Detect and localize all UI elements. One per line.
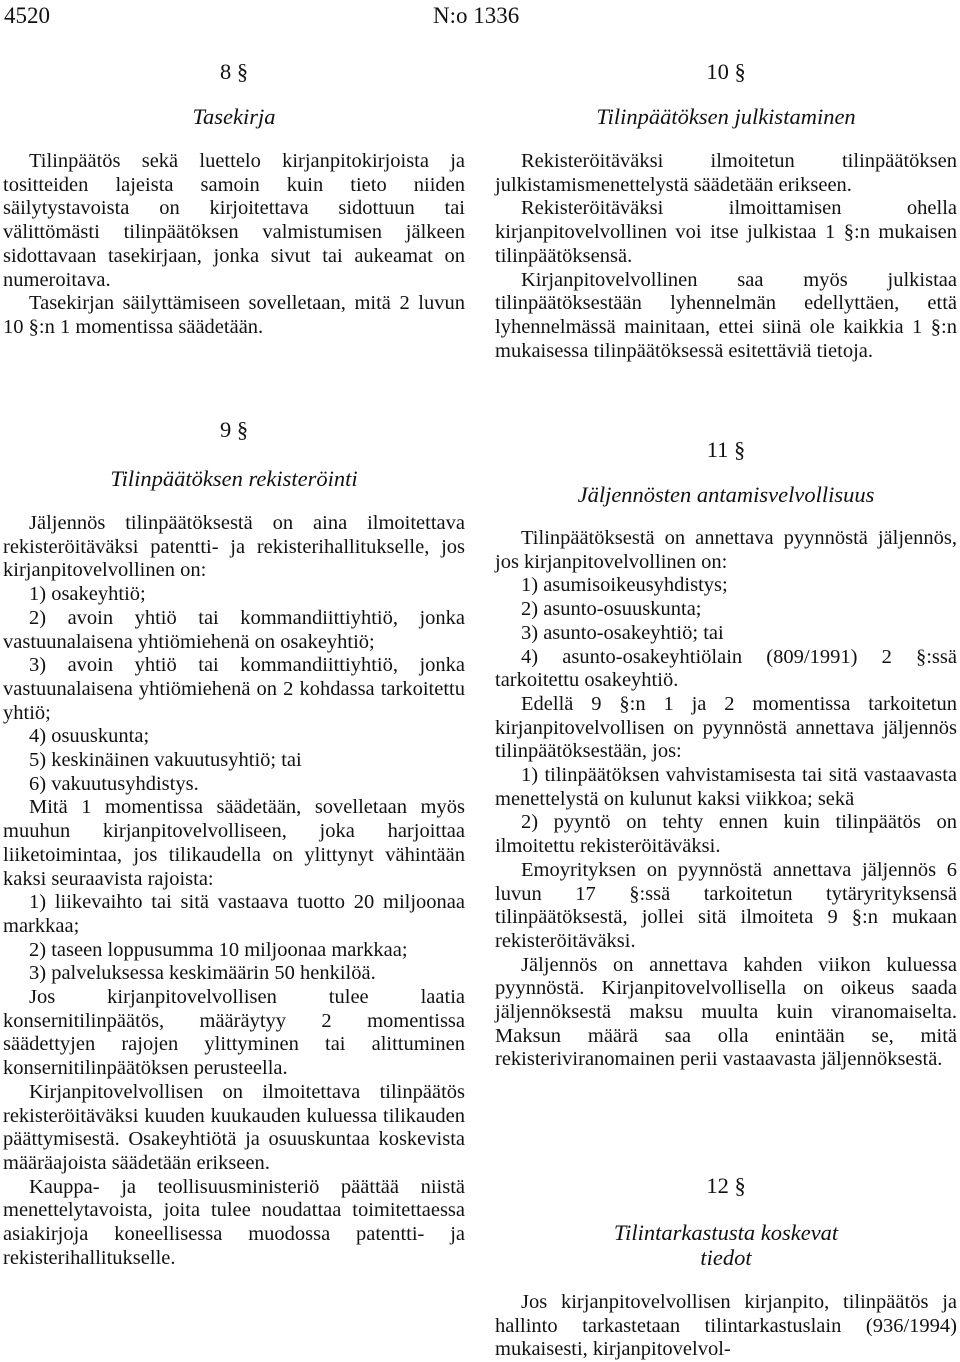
section-11-number: 11 § [706,437,746,462]
paragraph: Jäljennös tilinpäätöksestä on aina ilmoitettava rekisteröitäväksi patentti- ja rekisterihallitukselle, jos kirjanpitovelvollinen on: [3,512,465,582]
section-11-body [495,527,957,1072]
paragraph: 4) osuuskunta; [29,725,150,748]
section-10-body [495,150,957,363]
section-8-title: Tasekirja [192,104,276,129]
paragraph: 1) osakeyhtiö; [29,583,146,606]
paragraph: 2) asunto-osuuskunta; [521,598,702,621]
paragraph: Kirjanpitovelvollinen saa myös julkistaa tilinpäätöksestään lyhennelmän edellyttäen, että lyhennelmässä mainitaan, ettei siinä ole kaikkia 1 §:n mukaisessa tilinpäätöksessä esitettäviä tietoja. [495,268,957,362]
section-9-title: Tilinpäätöksen rekisteröinti [110,466,358,491]
paragraph: 3) asunto-osakeyhtiö; tai [521,621,724,644]
paragraph: 3) palveluksessa keskimäärin 50 henkilöä. [29,962,376,985]
section-10-number: 10 § [706,59,746,84]
paragraph: Tasekirjan säilyttämiseen sovelletaan, mitä 2 luvun 10 §:n 1 momentissa säädetään. [3,292,465,338]
paragraph: 2) pyyntö on tehty ennen kuin tilinpäätös on ilmoitettu rekisteröitäväksi. [495,811,957,858]
paragraph: Jos kirjanpitovelvollisen tulee laatia konsernitilinpäätös, määräytyy 2 momentissa säädettyjen rajojen ylittyminen tai alittuminen konsernitilinpäätöksen perusteella. [3,986,465,1080]
paragraph: Mitä 1 momentissa säädetään, sovelletaan myös muuhun kirjanpitovelvolliseen, joka harjoittaa liiketoimintaa, jos tilikaudella on ylittynyt vähintään kaksi seuraavista rajoista: [3,796,465,890]
paragraph: 5) keskinäinen vakuutusyhtiö; tai [29,749,302,772]
section-12-number: 12 § [706,1173,746,1198]
section-9-body [3,512,465,1271]
paragraph: 2) avoin yhtiö tai kommandiittiyhtiö, jonka vastuunalaisena yhtiömiehenä on osakeyhtiö; [3,606,465,653]
paragraph: Tilinpäätös sekä luettelo kirjanpitokirjoista ja tositteiden lajeista samoin kuin tieto niiden säilytystavoista on kirjoitettava sidottuun tai välittömästi tilinpäätöksen valmistumisen jälkeen sidottavaan tasekirjaan, jonka sivut tai aukeamat on numeroitava. [3,150,465,291]
issue-number: N:o 1336 [433,3,520,28]
section-11-title: Jäljennösten antamisvelvollisuus [577,482,875,507]
section-12-body [495,1291,957,1362]
paragraph: Kirjanpitovelvollisen on ilmoitettava tilinpäätös rekisteröitäväksi kuuden kuukauden kuluessa tilikauden päättymisestä. Osakeyhtiötä ja osuuskuntaa koskevista määräajoista säädetään erikseen. [3,1080,465,1174]
paragraph: 1) liikevaihto tai sitä vastaava tuotto 20 miljoonaa markkaa; [3,891,465,937]
paragraph: Rekisteröitäväksi ilmoittamisen ohella kirjanpitovelvollinen voi itse julkistaa 1 §:n mukaisen tilinpäätöksensä. [495,197,957,267]
paragraph: 2) taseen loppusumma 10 miljoonaa markkaa; [29,938,408,961]
section-10-title: Tilinpäätöksen julkistaminen [596,104,856,129]
paragraph: Jos kirjanpitovelvollisen kirjanpito, tilinpäätös ja hallinto tarkastetaan tilintarkastuslain (936/1994) mukaisesti, kirjanpitovelvol- [495,1291,957,1361]
paragraph: 6) vakuutusyhdistys. [29,772,199,795]
paragraph: 4) asunto-osakeyhtiölain (809/1991) 2 §:ssä tarkoitettu osakeyhtiö. [495,645,957,692]
paragraph: Edellä 9 §:n 1 ja 2 momentissa tarkoitetun kirjanpitovelvollisen on pyynnöstä annettava jäljennös tilinpäätöksestään, jos: [495,692,957,763]
section-12-title: Tilintarkastusta koskevat tiedot [613,1220,839,1270]
paragraph: Jäljennös on annettava kahden viikon kuluessa pyynnöstä. Kirjanpitovelvollisella on oikeus saada jäljennöksestä maksu muulta kuin viranomaiselta. Maksun määrä saa olla enintään se, mitä rekisteriviranomainen perii vastaavasta jäljennöksestä. [495,953,957,1071]
page-number: 4520 [4,3,50,28]
paragraph: Emoyrityksen on pyynnöstä annettava jäljennös 6 luvun 17 §:ssä tarkoitetun tytäryrityksensä tilinpäätöksestä, jollei sitä ilmoiteta 9 §:n mukaan rekisteröitäväksi. [495,858,957,952]
paragraph: Kauppa- ja teollisuusministeriö päättää niistä menettelytavoista, joita tulee noudattaa toimitettaessa asiakirjoja koneellisessa muodossa patentti- ja rekisterihallitukselle. [3,1175,465,1269]
section-8-number: 8 § [219,59,249,84]
paragraph: Rekisteröitäväksi ilmoitetun tilinpäätöksen julkistamismenettelystä säädetään erikseen. [495,150,957,196]
paragraph: 3) avoin yhtiö tai kommandiittiyhtiö, jonka vastuunalaisena yhtiömiehenä on 2 kohdassa tarkoitettu yhtiö; [3,654,465,724]
section-8-body [3,150,465,340]
paragraph: Tilinpäätöksestä on annettava pyynnöstä jäljennös, jos kirjanpitovelvollinen on: [495,527,957,573]
paragraph: 1) tilinpäätöksen vahvistamisesta tai sitä vastaavasta menettelystä on kulunut kaksi viikkoa; sekä [495,764,957,810]
section-9-number: 9 § [219,417,249,442]
paragraph: 1) asumisoikeusyhdistys; [521,574,728,597]
